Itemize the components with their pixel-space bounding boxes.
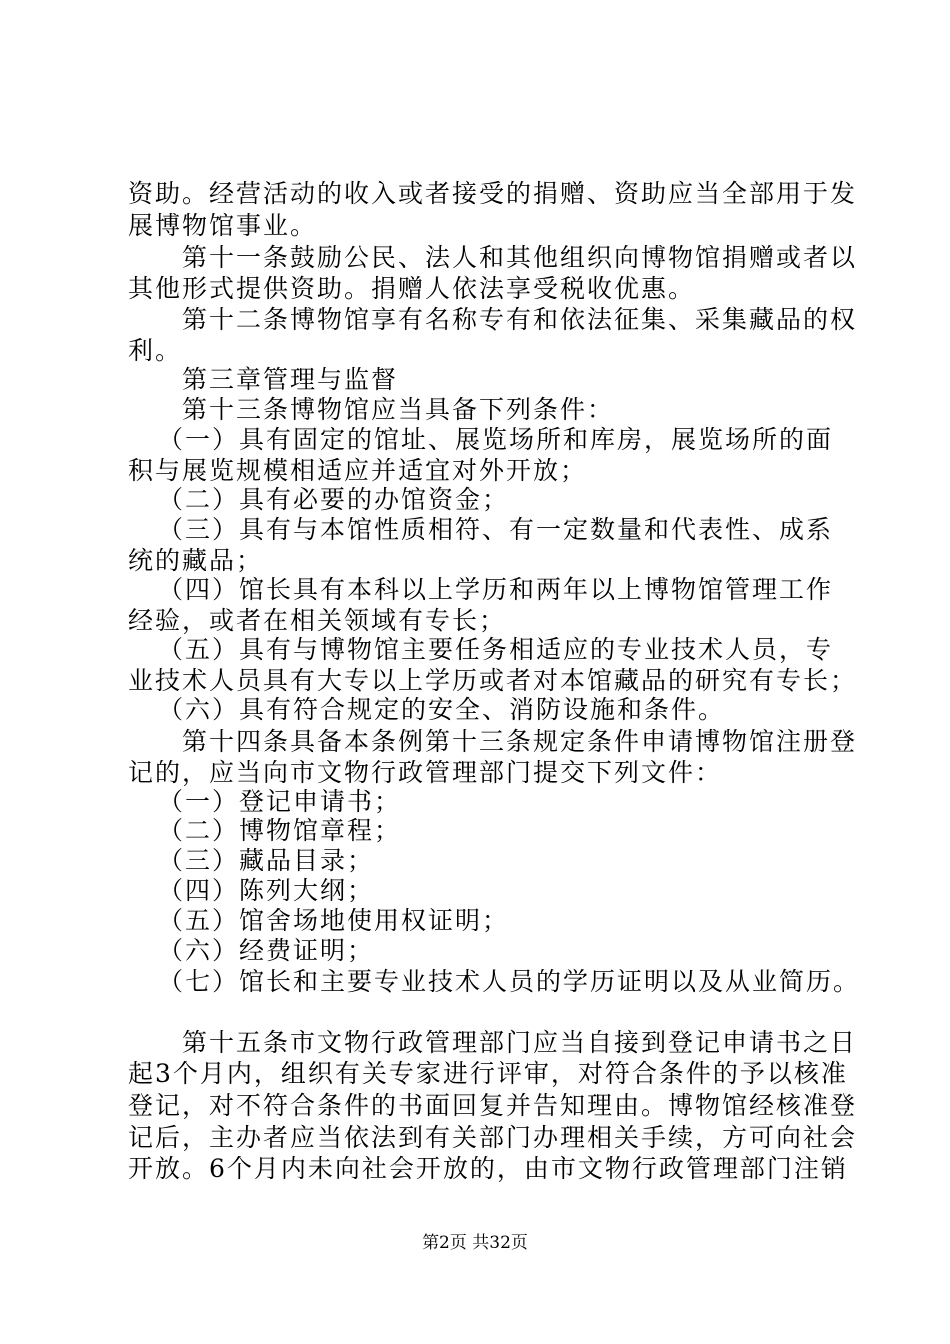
- text-line: 第十二条博物馆享有名称专有和依法征集、采集藏品的权: [182, 305, 858, 334]
- text-line: 展博物馆事业。: [128, 211, 318, 240]
- text-line: （四）馆长具有本科以上学历和两年以上博物馆管理工作: [158, 575, 834, 604]
- text-line: 记后，主办者应当依法到有关部门办理相关手续，方可向社会: [128, 1123, 858, 1152]
- text-line: （二）具有必要的办馆资金；: [158, 485, 510, 514]
- text-line: 开放。6个月内未向社会开放的，由市文物行政管理部门注销: [128, 1154, 848, 1183]
- text-line: （六）具有符合规定的安全、消防设施和条件。: [158, 695, 726, 724]
- text-line: 统的藏品；: [128, 546, 264, 575]
- text-line: 记的，应当向市文物行政管理部门提交下列文件：: [128, 758, 723, 787]
- text-line: 起3个月内，组织有关专家进行评审，对符合条件的予以核准: [128, 1059, 848, 1088]
- text-line: （一）具有固定的馆址、展览场所和库房，展览场所的面: [158, 425, 834, 454]
- text-line: 资助。经营活动的收入或者接受的捐赠、资助应当全部用于发: [128, 179, 858, 208]
- list-item: （四）陈列大纲；: [158, 876, 375, 905]
- text-line: （三）具有与本馆性质相符、有一定数量和代表性、成系: [158, 515, 834, 544]
- text-line: 第十四条具备本条例第十三条规定条件申请博物馆注册登: [182, 727, 858, 756]
- list-item: （三）藏品目录；: [158, 846, 375, 875]
- text-line: 第十五条市文物行政管理部门应当自接到登记申请书之日: [182, 1028, 858, 1057]
- text-line: 其他形式提供资助。捐赠人依法享受税收优惠。: [128, 274, 696, 303]
- section-heading: 第三章管理与监督: [182, 365, 399, 394]
- list-item: （二）博物馆章程；: [158, 816, 402, 845]
- text-line: 登记，对不符合条件的书面回复并告知理由。博物馆经核准登: [128, 1091, 858, 1120]
- text-line: 第十一条鼓励公民、法人和其他组织向博物馆捐赠或者以: [182, 243, 858, 272]
- text-line: 第十三条博物馆应当具备下列条件：: [182, 395, 615, 424]
- text-line: 积与展览规模相适应并适宜对外开放；: [128, 456, 588, 485]
- list-item: （七）馆长和主要专业技术人员的学历证明以及从业简历。: [158, 967, 861, 996]
- text-line: （五）具有与博物馆主要任务相适应的专业技术人员，专: [158, 635, 834, 664]
- list-item: （一）登记申请书；: [158, 787, 402, 816]
- list-item: （六）经费证明；: [158, 936, 375, 965]
- page-footer: 第2页 共32页: [422, 1233, 528, 1253]
- text-line: 经验，或者在相关领域有专长；: [128, 606, 507, 635]
- text-line: 业技术人员具有大专以上学历或者对本馆藏品的研究有专长；: [128, 666, 858, 695]
- list-item: （五）馆舍场地使用权证明；: [158, 906, 510, 935]
- text-line: 利。: [128, 336, 183, 365]
